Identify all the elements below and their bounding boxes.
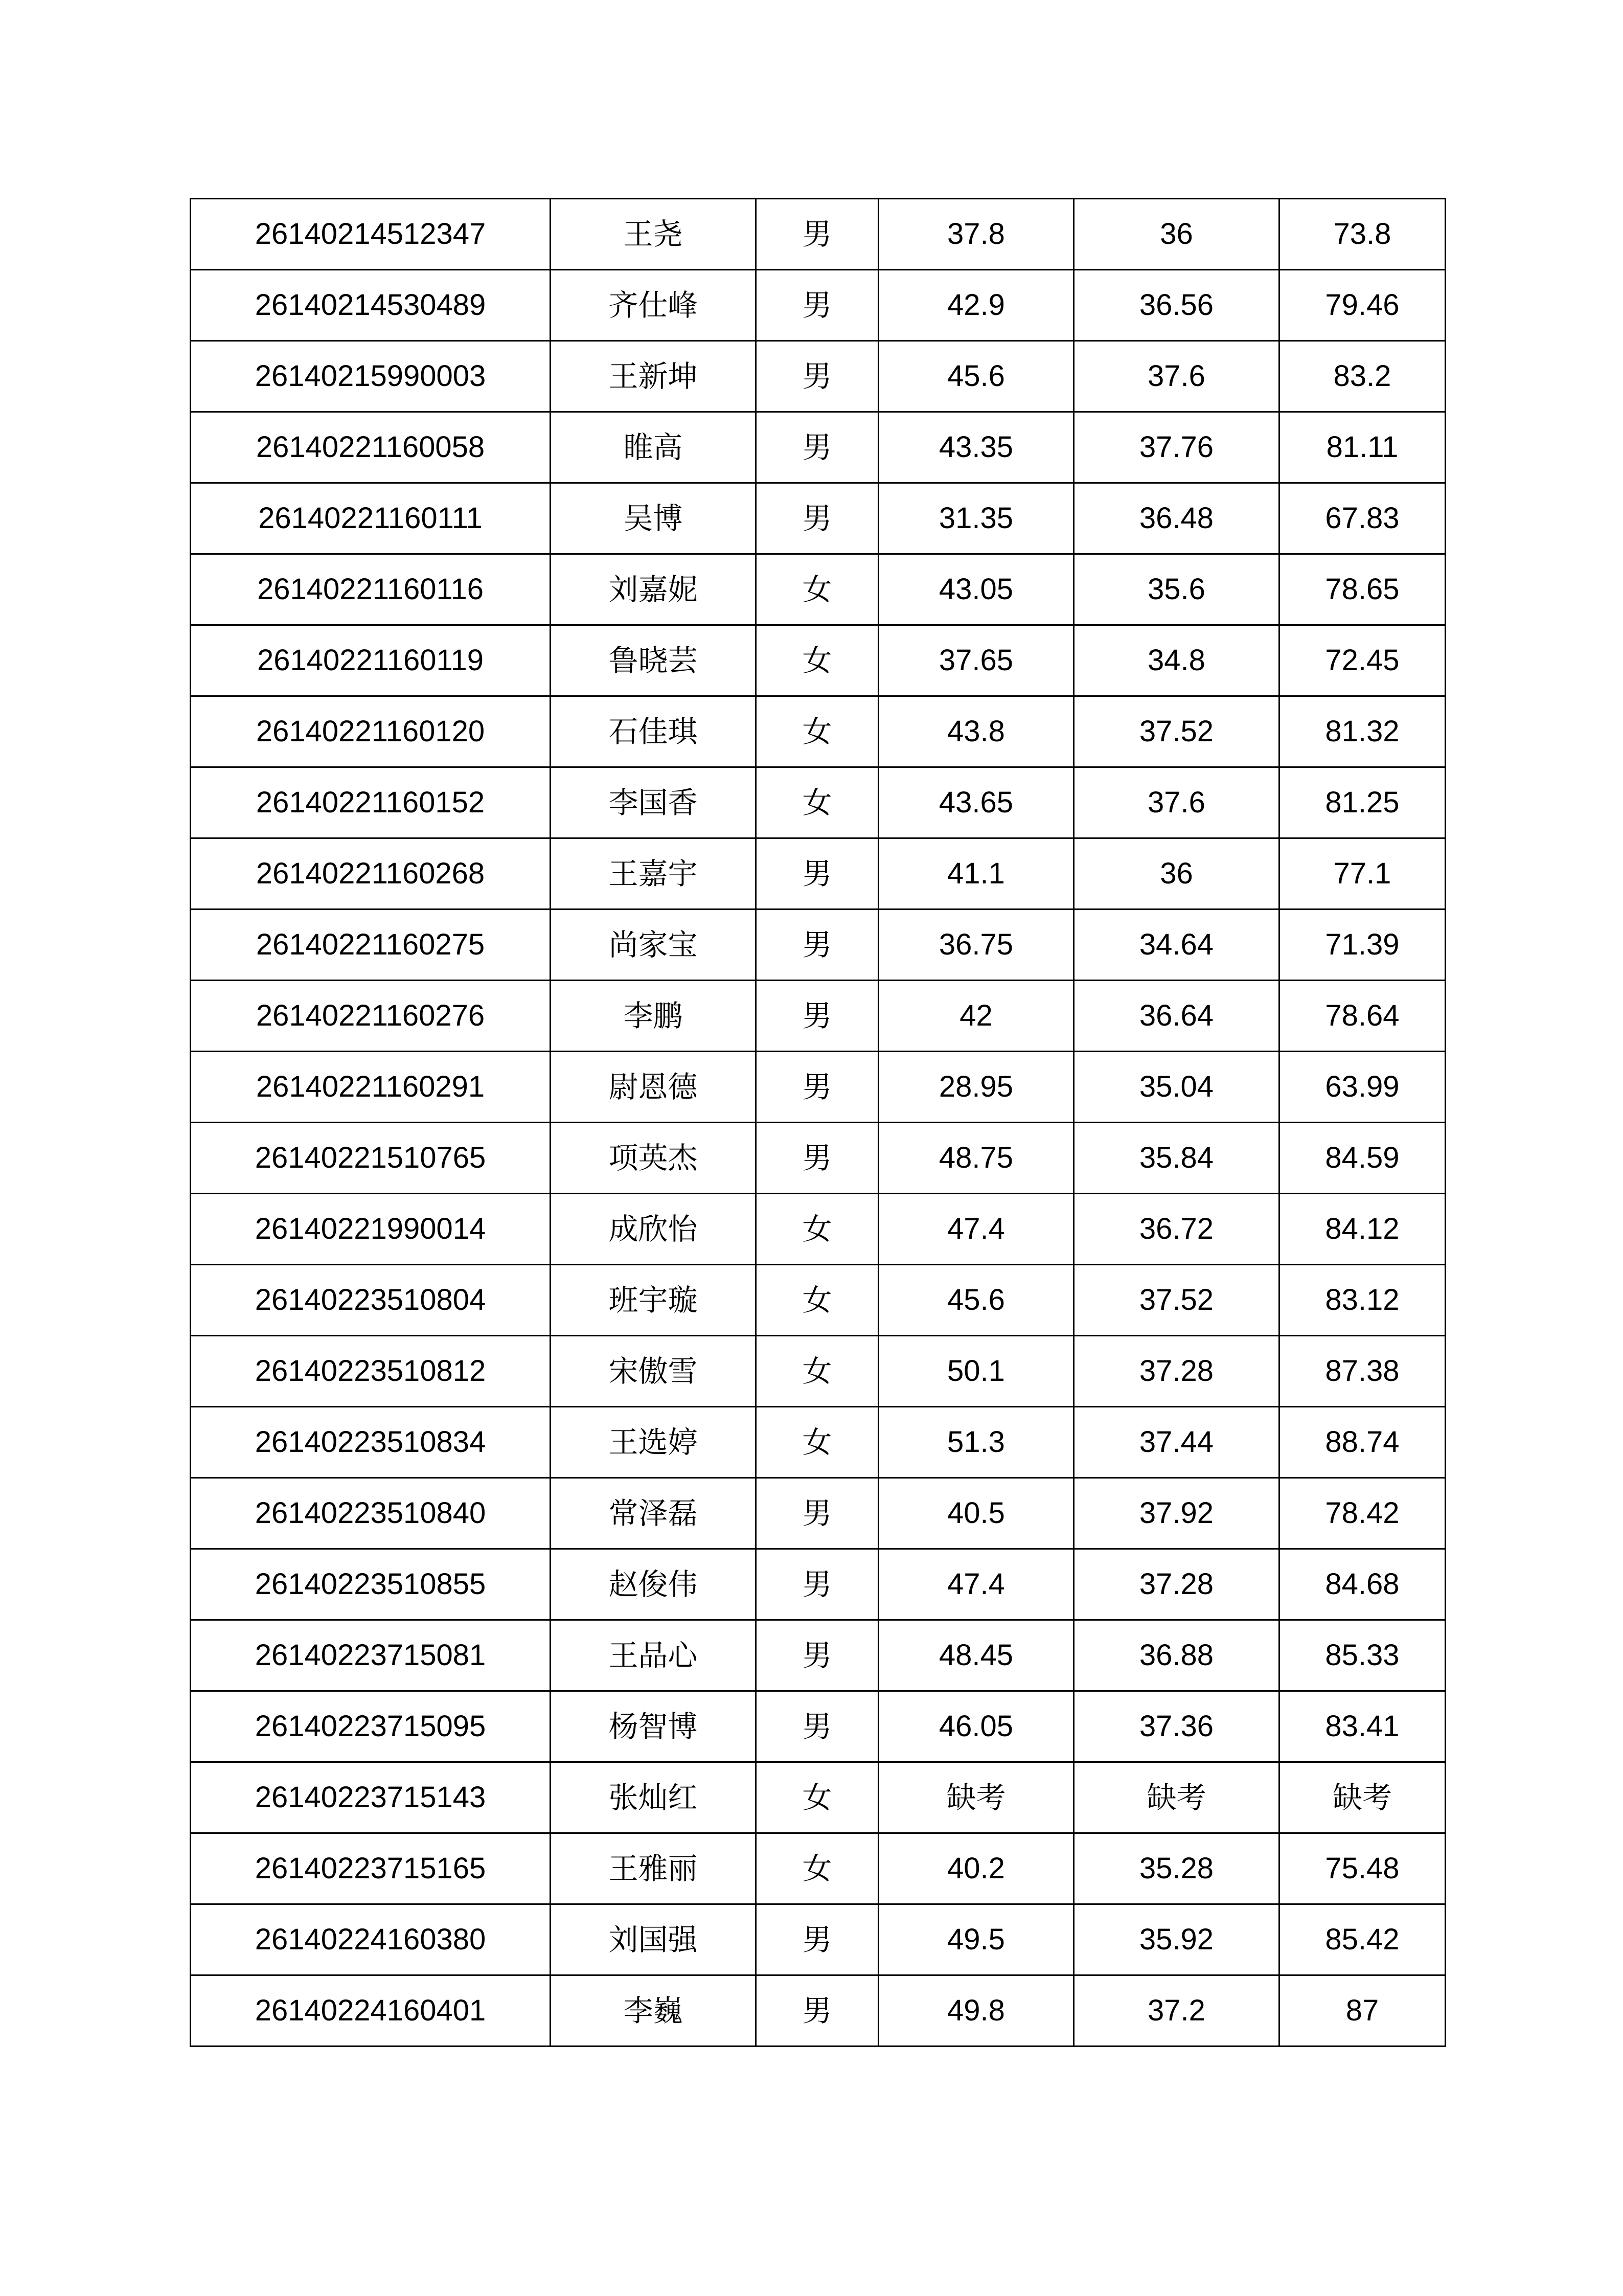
cell-total: 84.68 [1279, 1549, 1446, 1620]
cell-score-2: 缺考 [1074, 1762, 1279, 1833]
cell-total: 72.45 [1279, 625, 1446, 696]
cell-score-1: 43.8 [879, 696, 1074, 767]
cell-total: 87 [1279, 1975, 1446, 2047]
cell-name: 王尧 [551, 199, 756, 270]
table-row [191, 1052, 1446, 1123]
cell-score-1: 48.75 [879, 1123, 1074, 1194]
cell-gender: 女 [756, 1194, 879, 1265]
cell-exam-id: 26140223715081 [191, 1620, 551, 1691]
cell-total: 84.12 [1279, 1194, 1446, 1265]
cell-score-1: 43.35 [879, 412, 1074, 483]
table-row [191, 625, 1446, 696]
cell-score-2: 37.36 [1074, 1691, 1279, 1762]
table-row [191, 1762, 1446, 1833]
cell-score-2: 34.64 [1074, 910, 1279, 981]
cell-gender: 女 [756, 696, 879, 767]
cell-score-1: 50.1 [879, 1336, 1074, 1407]
cell-name: 项英杰 [551, 1123, 756, 1194]
cell-total: 63.99 [1279, 1052, 1446, 1123]
cell-total: 78.64 [1279, 981, 1446, 1052]
cell-name: 李鹏 [551, 981, 756, 1052]
cell-name: 赵俊伟 [551, 1549, 756, 1620]
cell-score-2: 35.04 [1074, 1052, 1279, 1123]
cell-score-1: 缺考 [879, 1762, 1074, 1833]
cell-total: 85.42 [1279, 1904, 1446, 1975]
cell-exam-id: 26140224160380 [191, 1904, 551, 1975]
cell-gender: 女 [756, 625, 879, 696]
cell-total: 81.32 [1279, 696, 1446, 767]
cell-score-1: 49.8 [879, 1975, 1074, 2047]
cell-score-1: 42.9 [879, 270, 1074, 341]
cell-name: 王雅丽 [551, 1833, 756, 1904]
cell-score-1: 47.4 [879, 1194, 1074, 1265]
table-row [191, 1265, 1446, 1336]
cell-exam-id: 26140221160116 [191, 554, 551, 625]
cell-total: 87.38 [1279, 1336, 1446, 1407]
cell-gender: 男 [756, 1123, 879, 1194]
cell-gender: 女 [756, 1336, 879, 1407]
cell-score-2: 34.8 [1074, 625, 1279, 696]
cell-total: 85.33 [1279, 1620, 1446, 1691]
cell-score-2: 35.6 [1074, 554, 1279, 625]
cell-score-2: 36.72 [1074, 1194, 1279, 1265]
cell-total: 83.41 [1279, 1691, 1446, 1762]
cell-score-1: 31.35 [879, 483, 1074, 554]
cell-exam-id: 26140221510765 [191, 1123, 551, 1194]
cell-exam-id: 26140223715165 [191, 1833, 551, 1904]
table-row [191, 1691, 1446, 1762]
cell-name: 刘嘉妮 [551, 554, 756, 625]
cell-gender: 女 [756, 1407, 879, 1478]
cell-total: 83.2 [1279, 341, 1446, 412]
cell-score-1: 28.95 [879, 1052, 1074, 1123]
table-row [191, 767, 1446, 838]
cell-gender: 男 [756, 412, 879, 483]
cell-score-2: 35.92 [1074, 1904, 1279, 1975]
cell-gender: 女 [756, 1265, 879, 1336]
cell-score-2: 35.28 [1074, 1833, 1279, 1904]
cell-score-2: 37.44 [1074, 1407, 1279, 1478]
table-row [191, 1833, 1446, 1904]
cell-gender: 男 [756, 1691, 879, 1762]
cell-name: 杨智博 [551, 1691, 756, 1762]
cell-exam-id: 26140221160111 [191, 483, 551, 554]
cell-exam-id: 26140221990014 [191, 1194, 551, 1265]
cell-score-2: 36 [1074, 838, 1279, 910]
cell-exam-id: 26140223715143 [191, 1762, 551, 1833]
cell-exam-id: 26140221160291 [191, 1052, 551, 1123]
cell-name: 王选婷 [551, 1407, 756, 1478]
cell-name: 班宇璇 [551, 1265, 756, 1336]
cell-exam-id: 26140214530489 [191, 270, 551, 341]
cell-score-1: 41.1 [879, 838, 1074, 910]
cell-name: 王嘉宇 [551, 838, 756, 910]
cell-gender: 男 [756, 910, 879, 981]
cell-total: 81.11 [1279, 412, 1446, 483]
cell-total: 78.42 [1279, 1478, 1446, 1549]
cell-total: 84.59 [1279, 1123, 1446, 1194]
cell-total: 83.12 [1279, 1265, 1446, 1336]
cell-score-2: 36 [1074, 199, 1279, 270]
table-row [191, 1904, 1446, 1975]
cell-score-2: 37.28 [1074, 1336, 1279, 1407]
cell-total: 71.39 [1279, 910, 1446, 981]
cell-score-2: 35.84 [1074, 1123, 1279, 1194]
cell-gender: 女 [756, 1762, 879, 1833]
cell-score-2: 36.88 [1074, 1620, 1279, 1691]
cell-name: 尉恩德 [551, 1052, 756, 1123]
cell-score-1: 47.4 [879, 1549, 1074, 1620]
cell-total: 88.74 [1279, 1407, 1446, 1478]
cell-score-2: 36.56 [1074, 270, 1279, 341]
cell-exam-id: 26140215990003 [191, 341, 551, 412]
cell-name: 王新坤 [551, 341, 756, 412]
cell-score-2: 36.48 [1074, 483, 1279, 554]
cell-score-2: 36.64 [1074, 981, 1279, 1052]
table-row [191, 1194, 1446, 1265]
cell-name: 张灿红 [551, 1762, 756, 1833]
cell-gender: 男 [756, 483, 879, 554]
cell-gender: 男 [756, 341, 879, 412]
cell-exam-id: 26140223510834 [191, 1407, 551, 1478]
cell-exam-id: 26140221160152 [191, 767, 551, 838]
cell-score-2: 37.28 [1074, 1549, 1279, 1620]
table-row [191, 1123, 1446, 1194]
table-row [191, 1336, 1446, 1407]
cell-name: 李巍 [551, 1975, 756, 2047]
cell-total: 78.65 [1279, 554, 1446, 625]
cell-exam-id: 26140221160058 [191, 412, 551, 483]
cell-exam-id: 26140221160276 [191, 981, 551, 1052]
cell-score-2: 37.92 [1074, 1478, 1279, 1549]
cell-score-2: 37.6 [1074, 341, 1279, 412]
table-row [191, 270, 1446, 341]
cell-gender: 男 [756, 199, 879, 270]
table-row [191, 1549, 1446, 1620]
cell-name: 刘国强 [551, 1904, 756, 1975]
cell-exam-id: 26140221160120 [191, 696, 551, 767]
cell-exam-id: 26140221160268 [191, 838, 551, 910]
cell-score-1: 43.65 [879, 767, 1074, 838]
cell-name: 李国香 [551, 767, 756, 838]
cell-name: 睢高 [551, 412, 756, 483]
cell-gender: 男 [756, 838, 879, 910]
cell-name: 吴博 [551, 483, 756, 554]
cell-total: 67.83 [1279, 483, 1446, 554]
cell-total: 缺考 [1279, 1762, 1446, 1833]
cell-exam-id: 26140223510804 [191, 1265, 551, 1336]
cell-score-1: 45.6 [879, 341, 1074, 412]
cell-gender: 男 [756, 1975, 879, 2047]
cell-exam-id: 26140224160401 [191, 1975, 551, 2047]
table-row [191, 910, 1446, 981]
cell-name: 常泽磊 [551, 1478, 756, 1549]
table-row [191, 1407, 1446, 1478]
table-row [191, 981, 1446, 1052]
cell-score-1: 43.05 [879, 554, 1074, 625]
cell-gender: 男 [756, 1478, 879, 1549]
cell-score-1: 36.75 [879, 910, 1074, 981]
cell-gender: 男 [756, 1620, 879, 1691]
table-row [191, 412, 1446, 483]
cell-score-1: 45.6 [879, 1265, 1074, 1336]
cell-name: 齐仕峰 [551, 270, 756, 341]
cell-name: 尚家宝 [551, 910, 756, 981]
cell-score-1: 40.5 [879, 1478, 1074, 1549]
cell-total: 75.48 [1279, 1833, 1446, 1904]
cell-score-2: 37.76 [1074, 412, 1279, 483]
cell-score-2: 37.52 [1074, 696, 1279, 767]
table-row [191, 838, 1446, 910]
cell-total: 77.1 [1279, 838, 1446, 910]
cell-total: 81.25 [1279, 767, 1446, 838]
table-row [191, 483, 1446, 554]
cell-exam-id: 26140214512347 [191, 199, 551, 270]
cell-name: 成欣怡 [551, 1194, 756, 1265]
cell-total: 73.8 [1279, 199, 1446, 270]
cell-gender: 男 [756, 1052, 879, 1123]
score-table [190, 198, 1446, 2047]
table-row [191, 696, 1446, 767]
cell-name: 宋傲雪 [551, 1336, 756, 1407]
cell-exam-id: 26140221160275 [191, 910, 551, 981]
cell-score-1: 48.45 [879, 1620, 1074, 1691]
table-row [191, 554, 1446, 625]
cell-gender: 女 [756, 767, 879, 838]
table-row [191, 199, 1446, 270]
cell-score-1: 37.8 [879, 199, 1074, 270]
cell-gender: 男 [756, 1904, 879, 1975]
cell-score-2: 37.52 [1074, 1265, 1279, 1336]
cell-name: 石佳琪 [551, 696, 756, 767]
cell-gender: 女 [756, 1833, 879, 1904]
table-row [191, 341, 1446, 412]
cell-gender: 女 [756, 554, 879, 625]
cell-score-1: 40.2 [879, 1833, 1074, 1904]
cell-score-1: 49.5 [879, 1904, 1074, 1975]
cell-score-2: 37.2 [1074, 1975, 1279, 2047]
table-row [191, 1478, 1446, 1549]
cell-name: 鲁晓芸 [551, 625, 756, 696]
cell-name: 王品心 [551, 1620, 756, 1691]
cell-exam-id: 26140223510855 [191, 1549, 551, 1620]
cell-exam-id: 26140223715095 [191, 1691, 551, 1762]
cell-exam-id: 26140223510840 [191, 1478, 551, 1549]
cell-score-1: 46.05 [879, 1691, 1074, 1762]
cell-exam-id: 26140221160119 [191, 625, 551, 696]
cell-gender: 男 [756, 270, 879, 341]
table-row [191, 1620, 1446, 1691]
cell-gender: 男 [756, 1549, 879, 1620]
score-table-body [191, 199, 1446, 2047]
cell-score-1: 51.3 [879, 1407, 1074, 1478]
cell-gender: 男 [756, 981, 879, 1052]
cell-total: 79.46 [1279, 270, 1446, 341]
cell-score-1: 42 [879, 981, 1074, 1052]
cell-score-2: 37.6 [1074, 767, 1279, 838]
table-row [191, 1975, 1446, 2047]
cell-exam-id: 26140223510812 [191, 1336, 551, 1407]
cell-score-1: 37.65 [879, 625, 1074, 696]
